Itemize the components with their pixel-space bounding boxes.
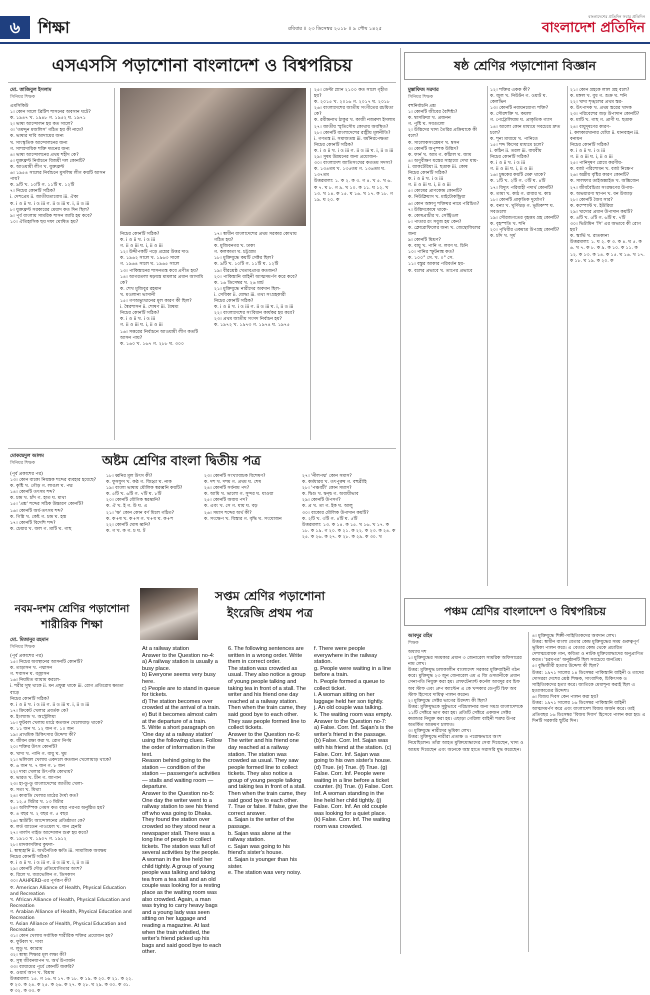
science6-col-2: ১২। শক্তির একক কী? ক. জুল খ. নিউটন গ. ওয়াট ঘ. কেলভিন ১৩। কোনটি নবায়নযোগ্য শক্তি? ক. সৌরশক্তি খ. কয়লা গ. পেট্রোলিয়াম ঘ. প্রাকৃতিক গ্যাস ১৪। আলো কোন মাধ্যমে সবচেয়ে দ্রুত চলে? ক. শূন্য মাধ্যমে খ. পানিতে ১৫। শব্দ কিসের মাধ্যমে চলে? i. কঠিন ii. তরল iii. বায়বীয় নিচের কোনটি সঠিক? ক. i ও ii খ. i ও iii গ. ii ও iii ঘ. i, ii ও iii ১৬। চুম্বকের কয়টি মেরু থাকে? ক. ১টি খ. ২টি গ. ৩টি ঘ. ৪টি ১৭। বিদ্যুৎ পরিবাহী পদার্থ কোনটি? ক. তামা খ. কাঠ গ. রাবার ঘ. কাচ ১৮। কোনটি প্রাকৃতিক দুর্যোগ? ক. বন্যা খ. ঘূর্ণিঝড় গ. ভূমিকম্প ঘ. সবগুলো ১৯। সৌরজগতের বৃহত্তম গ্রহ কোনটি? ক. বৃহস্পতি খ. শনি ২০। পৃথিবীর একমাত্র উপগ্রহ কোনটি? ক. চাঁদ খ. সূর্য bbox=[490, 88, 561, 240]
bangla8-col-4: ২৭। 'নীলপদ্ম' কোন সমাস? ক. কর্মধারয় খ. তৎপুরুষ গ. বহুব্রীহি ২৮। 'পঞ্চবটী' কোন সমাস? ক. দ্বিগু খ. দ্বন্দ্ব গ. অব্যয়ীভাব ২৯। কোনটি উপসর্গ? ক. প্র খ. তা গ. ইক ঘ. আলু ৩০। বাক্যের মৌলিক উপাদান কয়টি? ক. ২টি খ. ৩টি গ. ৪টি ঘ. ৫টি উত্তরমালা: ১৩. ক ১৪. ক ১৫. খ ১৬. খ ১৭. ক ১৮. ক ১৯. গ ২০. ক ২১. ক ২২. ক ২৩. ক ২৪. ক ২৫. ক ২৬. ক ২৭. ক ২৮. ক ২৯. ক ৩০. খ bbox=[302, 474, 396, 540]
col-divider bbox=[114, 88, 115, 440]
brand-tagline: বাংলাদেশের প্রতিদিন সবার প্রতিদিন bbox=[588, 14, 645, 19]
bangla8-title: অষ্টম শ্রেণির বাংলা দ্বিতীয় পত্র bbox=[102, 454, 261, 469]
bgs5-byline-role: শিক্ষক bbox=[408, 641, 419, 646]
ssc-bgs-article bbox=[8, 50, 396, 442]
section-name: শিক্ষা bbox=[38, 18, 70, 37]
science6-col-3: ২১। কোন গ্রহকে লাল গ্রহ বলে? ক. মঙ্গল খ. বুধ গ. শুক্র ঘ. শনি ২২। খাদ্য শৃঙ্খলের প্রথম স্তর- ক. উৎপাদক খ. প্রথম স্তরের খাদক ২৩। পরিবেশের জড় উপাদান কোনটি? ক. মাটি খ. গাছ গ. প্রাণী ঘ. ছত্রাক ২৪। বায়ুদূষণের কারণ- i. কলকারখানার ধোঁয়া ii. যানবাহন iii. বনায়ন নিচের কোনটি সঠিক? ক. i ও ii খ. i ও iii গ. ii ও iii ঘ. i, ii ও iii ২৫। পানিদূষণ রোধে করণীয়- ক. বর্জ্য পরিশোধন খ. বর্জ্য নিক্ষেপ ২৬। অম্লীয় বৃষ্টির কারণ কোনটি? ক. সালফার ডাইঅক্সাইড খ. অক্সিজেন ২৭। জীববৈচিত্র্য সংরক্ষণের উপায়- ক. অভয়ারণ্য স্থাপন খ. বন উজাড় ২৮। কোনটি জৈব সার? ক. কম্পোস্ট খ. ইউরিয়া ২৯। খাদ্যের প্রধান উপাদান কয়টি? ক. ৪টি খ. ৫টি গ. ৬টি ঘ. ৭টি ৩০। ভিটামিন 'সি' এর অভাবে কী রোগ হয়? ক. স্কার্ভি খ. রাতকানা উত্তরমালা: ১. ঘ ২. ক ৩. ক ৪. ঘ ৫. ক ৬. খ ৭. ক ৮. ক ৯. ক ১০. ক ১১. ক ১২. ক ১৩. ক ১৪. ক ১৫. ঘ ১৬. খ ১৭. ক ১৮. ঘ ১৯. ক ২০. ক bbox=[570, 88, 645, 264]
bangla8-byline: মোকছেদুল আলম bbox=[10, 454, 44, 459]
physical-ed-byline: মো. মিজানুর রহমান bbox=[10, 638, 49, 643]
physical-ed-col-1: (পূর্ব প্রকাশের পর) ১৫। নিচের অবস্থানের আসনটি কোনটি? ক. তাড়াসন খ. পদ্মাসন গ. শবাসন ঘ. বজ্রাসন ১৬। নিয়মিত ব্যায়াম করলে- i. শরীর সুস্থ থাকে ii. মন প্রফুল্ল থাকে iii. রোগ প্রতিরোধ ক্ষমতা বাড়ে নিচের কোনটি সঠিক? ক. i ও ii খ. i ও iii গ. ii ও iii ঘ. i, ii ও iii ১৭। ক্রিকেট খেলার প্রবর্তক কে? ক. ইংল্যান্ড খ. অস্ট্রেলিয়া ১৮। ফুটবল খেলায় মাঠে কতজন খেলোয়াড় থাকে? ক. ১১ জন খ. ১২ জন গ. ১০ জন ১৯। প্রাথমিক চিকিৎসার উদ্দেশ্য কী? ক. জীবন রক্ষা করা খ. রোগ নির্ণয় ২০। শক্তির উৎস কোনটি? ক. খাদ্য খ. পানি গ. বায়ু ঘ. ঘুম ২১। ভলিবল খেলায় একদলে কতজন খেলোয়াড় থাকে? ক. ৬ জন খ. ৭ জন গ. ৮ জন ২২। দাবা খেলার উৎপত্তি কোথায়? ক. ভারত খ. চীন গ. জাপান ২৩। হা-ডু-ডু বাংলাদেশের জাতীয় খেলা- ক. সত্য খ. মিথ্যা ২৪। কাবাডি খেলার মাঠের দৈর্ঘ্য কত? ক. ১২.৫ মিটার খ. ১৩ মিটার ২৫। অলিম্পিক গেমস কত বছর পরপর অনুষ্ঠিত হয়? ক. ৪ বছর খ. ২ বছর গ. ৫ বছর ২৬। স্কাউটিং আন্দোলনের প্রতিষ্ঠাতা কে? ক. লর্ড ব্যাডেন পাওয়েল খ. জন হেনরি ২৭। গার্লস গাইড আন্দোলন শুরু হয় কবে? ক. ১৯১০ খ. ১৯০৭ গ. ১৯১২ ২৮। মাদকাসক্তির কুফল- i. স্বাস্থ্যহানি ii. অর্থনৈতিক ক্ষতি iii. সামাজিক অবক্ষয় নিচের কোনটি সঠিক? ক. i ও ii খ. i ও iii গ. ii ও iii ঘ. i, ii ও iii ২৯। কোনটি দৌড় প্রতিযোগিতার অংশ? ক. রিলে খ. জ্যাভেলিন গ. ডিসকাস ৩০। AAHPERD-এর পূর্ণরূপ কী? ক. American Alliance of Health, Physical Education and Recreation খ. African Alliance of Health, Physical Education and Recreation গ. Arabian Alliance of Health, Physical Education and Recreation ঘ. Asian Alliance of Health, Physical Education and Recreation ৩১। কোন খেলায় সর্বাধিক শারীরিক শক্তির প্রয়োজন হয়? ক. ফুটবল খ. দাবা গ. লুডু ঘ. ক্যারাম ৩২। স্বাস্থ্য শিক্ষার মূল লক্ষ্য কী? ক. সুস্থ জীবনযাপন খ. অর্থ উপার্জন ৩৩। ব্যায়ামের পূর্বে কোনটি জরুরি? ক. ওয়ার্ম আপ খ. বিশ্রাম উত্তরমালা: ১৫. গ ১৬. ঘ ১৭. ক ১৮. ক ১৯. ক ২০. ক ২১. ক ২২. ক ২৩. ক ২৪. ক ২৫. ক ২৬. ক ২৭. ক ২৮. ঘ ২৯. ক ৩০. ক ৩১. ক ৩২. ক ৩৩. ক bbox=[10, 654, 133, 995]
ssc-bgs-title: এসএসসি পড়াশোনা বাংলাদেশ ও বিশ্বপরিচয় bbox=[51, 56, 353, 76]
header-rule bbox=[0, 42, 650, 44]
date-line: রবিবার ॥ ২৩ ডিসেম্বর ২০১৮ ॥ ৯ পৌষ ১৪২৫ bbox=[288, 26, 382, 32]
english7-col-2: 6. The following sentences are written in a wrong order. Write them in correct order. The station was crowded as usual. They also notice a group of young people talking and taking tea in front of a stall. The writer and his friend one day reached at a railway station. Then when the train came, they said good bye to each other. They saw people formed line to collect tickets. Answer to the Question no-6: The writer and his friend one day reached at a railway station. The station was crowded as usual. They saw people formed line to collect tickets. They also notice a group of young people talking and taking tea in front of a stall. Then when the train came, they said good bye to each other. 7. True or false. If false, give the correct answer. a. Sajan is the writer of the passage. b. Sajan was alone at the railway station. c. Sajan was going to his friend's sister's house. d. Sajan is younger than his sister. e. The station was very noisy. bbox=[228, 646, 308, 877]
students-photo bbox=[120, 88, 306, 226]
science6-byline-role: সিনিয়র শিক্ষক bbox=[408, 95, 433, 100]
bgs5-col-2: ৪। মুক্তিযুদ্ধে শিল্পী-সাহিত্যিকদের অবদান লেখ। উত্তর: স্বাধীন বাংলা বেতার কেন্দ্র মুক্তিযুদ্ধের সময় গুরুত্বপূর্ণ ভূমিকা পালন করে। এ বেতার কেন্দ্র থেকে প্রচারিত দেশাত্মবোধক গান, কবিতা ও নাটক মুক্তিযোদ্ধাদের অনুপ্রাণিত করত। 'চরমপত্র' অনুষ্ঠানটি ছিল সবচেয়ে জনপ্রিয়। ৫। বুদ্ধিজীবী হত্যার উদ্দেশ্য কী ছিল? উত্তর: ১৯৭১ সালের ১৪ ডিসেম্বর পাকিস্তানি বাহিনী ও তাদের দোসররা দেশের শ্রেষ্ঠ শিক্ষক, সাংবাদিক, চিকিৎসক ও সাহিত্যিকদের হত্যা করে। জাতিকে মেধাশূন্য করাই ছিল এ হত্যাকাণ্ডের উদ্দেশ্য। ৬। বিজয় দিবস কেন পালন করা হয়? উত্তর: ১৯৭১ সালের ১৬ ডিসেম্বর পাকিস্তানি বাহিনী আত্মসমর্পণ করে এবং বাংলাদেশ বিজয় অর্জন করে। তাই প্রতিবছর ১৬ ডিসেম্বর 'বিজয় দিবস' হিসেবে পালন করা হয়। এ দিনটি সরকারি ছুটির দিন। bbox=[532, 634, 646, 725]
ssc-bgs-col-3: ১৭। স্বাধীন বাংলাদেশের প্রথম সরকার কোথায় গঠিত হয়? ক. মুজিবনগর খ. ঢাকা গ. কলকাতা ঘ. চট্টগ্রাম ১৮। মুক্তিযুদ্ধে কয়টি সেক্টর ছিল? ক. ৯টি খ. ১০টি গ. ১১টি ঘ. ১২টি ১৯। বীরশ্রেষ্ঠ খেতাবপ্রাপ্ত কতজন? ২০। পাকিস্তানি বাহিনী আত্মসমর্পণ করে কবে? ক. ১৬ ডিসেম্বর খ. ২৬ মার্চ ২১। মুক্তিযুদ্ধে নারীদের অবদান ছিল- i. সেবিকা ii. যোদ্ধা iii. তথ্য সংগ্রহকারী নিচের কোনটি সঠিক? ক. i ও ii খ. i ও iii গ. ii ও iii ঘ. i, ii ও iii ২২। বাংলাদেশের সংবিধান কার্যকর হয় কবে? ২৩। প্রথম জাতীয় সংসদ নির্বাচন হয়? ক. ১৯৭২ খ. ১৯৭৩ গ. ১৯৭৪ ঘ. ১৯৭৫ bbox=[214, 232, 298, 329]
page-number: ৬ bbox=[9, 18, 21, 37]
physical-ed-title-2: শারীরিক শিক্ষা bbox=[41, 618, 103, 631]
bgs5-col-1: অধ্যায় দশ ১। মুক্তিযুদ্ধের সময়কার প্রধান ৩ জেনারেল সামরিক অফিসারের নাম লেখ। উত্তর: মুক্তিযুদ্ধ চলাকালীন বাংলাদেশ সরকার মুক্তিবাহিনী গঠন করে। মুক্তিযুদ্ধ ২৩ জুন জেনারেল এম এ জি ওসমানীকে প্রধান সেনাপতি নিযুক্ত করা হয়। লেফটেন্যান্ট কর্নেল আবদুর রব চিফ অব স্টাফ এবং গ্রুপ ক্যাপ্টেন এ কে খন্দকার ডেপুটি চিফ অব স্টাফ হিসেবে দায়িত্ব পালন করেন। ২। মুক্তিযুদ্ধে সেক্টর ভাগের উদ্দেশ্য কী ছিল? উত্তর: মুক্তিযুদ্ধকে সুষ্ঠুভাবে পরিচালনার জন্য সমগ্র বাংলাদেশকে ১১টি সেক্টরে ভাগ করা হয়। প্রতিটি সেক্টরে একজন সেক্টর কমান্ডার নিযুক্ত করা হয়। এছাড়া গেরিলা বাহিনী শত্রুর উপর অতর্কিত আক্রমণ চালাত। ৩। মুক্তিযুদ্ধে নারীদের ভূমিকা লেখ। উত্তর: মুক্তিযুদ্ধে নারীরা প্রত্যক্ষ ও পরোক্ষভাবে অংশ নিয়েছিলেন। তাঁরা আহত মুক্তিযোদ্ধাদের সেবা দিয়েছেন, খাদ্য ও আশ্রয় দিয়েছেন এবং অনেকে অস্ত্র হাতে সরাসরি যুদ্ধ করেছেন। bbox=[408, 650, 524, 753]
col-divider bbox=[567, 86, 568, 586]
english7-col-3: f. There were people everywhere in the railway station. g. People were waiting in a line before a train. h. People formed a queue to collect ticket. i. A woman sitting on her luggage held her son tightly. j. An old couple was talking. k. The waiting room was empty. Answer to the Question no-7: a) False. Corr. Inf. Sajan's is the writer's friend in the passage. (b) False. Corr. Inf. Sajan was with his friend at the station. (c) False. Corr. Inf. Sajan was going to his own sister's house. (d) True. (e) True. (f) True. (g) False. Corr. Inf. People were waiting in a line before a ticket counter. (h) True. (i) False. Corr. Inf. A woman standing in the line held her child tightly. (j) False. Corr. Inf. An old couple was looking for a quiet place. (k) False. Corr. Inf. The waiting room was crowded. bbox=[314, 646, 394, 831]
bangla8-byline-role: সিনিয়র শিক্ষক bbox=[10, 461, 35, 466]
english7-title: সপ্তম শ্রেণির পড়াশোনা ইংরেজি প্রথম পত্র bbox=[215, 589, 325, 620]
bgs5-title: পঞ্চম শ্রেণির বাংলাদেশ ও বিশ্বপরিচয় bbox=[444, 605, 606, 618]
english7-col-1: At a railway station Answer to the Question no-4: a) A railway station is usually a busy place. b) Everyone seems very busy here. c) People are to stand in queue for tickets. d) The station becomes over crowded at the arrival of a train. e) But it becomes almost calm at the departure of a train. 5. Write a short paragraph on 'One day at a railway station' using the following clues. Follow the order of information in the text. Reason behind going to the station — condition of the station — passenger's activities — stalls and waiting room — departure. Answer to the Question no-5: One day the writer went to a railway station to see his friend off who was going to Dhaka. They found the station over crowded so they stood near a newspaper stall. There was a long line of people to collect tickets. The station was full of several activities by the people. A woman in the line held her child tightly. A group of young people was talking and taking tea from a tea stall and an old couple was looking for a resting place as the waiting room was also crowded. Again, a man was trying to carry heavy bags and a young lady was seen sitting on her luggage and reading a magazine. At last when the train whistled, the writer's friend picked up his bags and said good bye to each other. bbox=[142, 646, 222, 956]
science6-article bbox=[404, 50, 646, 590]
bangla8-col-1: (পূর্ব প্রকাশের পর) ১৩। কোন বাক্যে নিয়ন্ত্রক শব্দের ব্যবহার হয়েছে? ক. কৃষ্টি খ. গৌড় গ. লাঙল ঘ. পদ্ম ১৪। কোনটি তৎসম শব্দ? ক. চন্দ্র খ. চাঁদ গ. হাত ঘ. মাথা ১৫। 'প্রশ্ন' শব্দের সঠিক উচ্চারণ কোনটি? ১৬। কোনটি অর্ধ-তৎসম শব্দ? ক. গিন্নি খ. কেষ্ট গ. চন্দ্র ঘ. হস্ত ১৭। কোনটি বিদেশি শব্দ? ক. চেয়ার খ. জল গ. মাটি ঘ. গাছ bbox=[10, 472, 97, 532]
bangla8-article bbox=[8, 448, 396, 580]
col-divider bbox=[528, 632, 529, 952]
ssc-bgs-byline: মো. তাজিবুল ইসলাম bbox=[10, 88, 52, 93]
col-divider bbox=[310, 88, 311, 440]
science6-byline: মুস্তাফিজ সরদার bbox=[408, 88, 439, 93]
bangla8-col-2: ১৮। ধ্বনির মূল উৎস কী? ক. ফুসফুস খ. কণ্ঠ গ. জিহ্বা ঘ. নাক ১৯। বাংলা ভাষায় মৌলিক স্বরধ্বনি কয়টি? ক. ৫টি খ. ৬টি গ. ৭টি ঘ. ৮টি ২০। কোনটি যৌগিক স্বরধ্বনি? ক. ঐ খ. ই গ. উ ঘ. এ ২১। 'ক্ষ' কোন কোন বর্ণ মিলে গঠিত? ক. ক+ষ খ. ক+স গ. খ+য ঘ. ক+শ ২২। কোনটি ঘোষ ধ্বনি? ক. গ খ. ক গ. চ ঘ. ট bbox=[106, 474, 183, 534]
page-column-divider bbox=[400, 48, 401, 954]
ssc-bgs-col-1: এমসিকিউ ১। কোন সালে ব্রিটিশ শাসনের অবসান ঘটে? ক. ১৯৪৭ খ. ১৯৪৮ গ. ১৯৫২ ঘ. ১৯৭১ ২। ভাষা আন্দোলন হয় কত সালে? ৩। 'তমদ্দুন মজলিস' গঠিত হয় কী নামে? ক. ভাষার দাবি আদায়ের জন্য খ. সাংস্কৃতিক আন্দোলনের জন্য গ. সাম্প্রদায়িক শক্তি দমনের জন্য ৪। ভাষা আন্দোলনের প্রথম শহীদ কে? ৫। যুক্তফ্রন্ট নির্বাচনে বিজয়ী দল কোনটি? ক. আওয়ামী লীগ খ. যুক্তফ্রন্ট ৬। ১৯৫৪ সালের নির্বাচনে মুসলিম লীগ কয়টি আসন পায়? ক. ৯টি খ. ১০টি গ. ১১টি ঘ. ১২টি ৭। নিচের কোনটি সঠিক? i. দেশপ্রেম ii. জাতীয়তাবোধ iii. ঐক্য ক. i ও ii খ. i ও iii গ. ii ও iii ঘ. i, ii ও iii ৮। যুক্তফ্রন্ট সরকারের মেয়াদ কত দিন ছিল? ৯। পূর্ব বাংলায় সামরিক শাসন জারি হয় কবে? ১০। ঐতিহাসিক ছয় দফা ঘোষিত হয়? bbox=[10, 104, 106, 225]
ssc-bgs-title-rule bbox=[8, 82, 396, 83]
physical-ed-byline-role: সিনিয়র শিক্ষক bbox=[10, 645, 35, 650]
bgs5-byline: আবদুর রহিম bbox=[408, 634, 433, 639]
english7-article bbox=[140, 586, 396, 954]
physical-ed-article bbox=[8, 600, 136, 995]
science6-title: ষষ্ঠ শ্রেণির পড়াশোনা বিজ্ঞান bbox=[453, 58, 596, 73]
col-divider bbox=[487, 86, 488, 586]
ssc-bgs-col-4: ২৫। ডেল্টা প্ল্যান ২১০০ কত সালে গৃহীত হয়? ক. ২০১৫ খ. ২০১৬ গ. ২০১৭ ঘ. ২০১৮ ২৬। বাংলাদেশের জাতীয় সংগীতের রচয়িতা কে? ক. রবীন্দ্রনাথ ঠাকুর খ. কাজী নজরুল ইসলাম ২৭। জাতীয় স্মৃতিসৌধ কোথায় অবস্থিত? ২৮। কোনটি বাংলাদেশের রাষ্ট্রীয় মূলনীতি? i. গণতন্ত্র ii. সমাজতন্ত্র iii. ধর্মনিরপেক্ষতা নিচের কোনটি সঠিক? ক. i ও ii খ. i ও iii গ. ii ও iii ঘ. i, ii ও iii ২৯। সুষম উন্নয়নের জন্য প্রয়োজন- ৩০। বাংলাদেশ জাতিসংঘের কততম সদস্য? ক. ১৩৪তম খ. ১৩৫তম গ. ১৩৬তম ঘ. ১৩৭তম উত্তরমালা: ১. ক ২. ক ৩. গ ৪. খ ৫. খ ৬. ক ৭. ঘ ৮. গ ৯. খ ১০. ক ১১. ঘ ১২. খ ১৩. খ ১৪. ক ১৫. ঘ ১৬. খ ১৭. ক ১৮. গ ১৯. ঘ ২০. ক bbox=[314, 88, 396, 203]
bgs5-article bbox=[404, 596, 646, 954]
bangla8-col-3: ২৩। কোনটি সংখ্যাবাচক বিশেষণ? ক. দশ খ. দশম গ. প্রথম ঘ. শেষ ২৪। কোনটি সর্বনাম পদ? ক. আমি খ. ভালো গ. সুন্দর ঘ. যাওয়া ২৫। কোনটি অব্যয় পদ? ক. এবং খ. সে গ. যায় ঘ. বড় ২৬। সমাস শব্দের অর্থ কী? ক. সংক্ষেপ খ. বিস্তার গ. বৃদ্ধি ঘ. সংযোজন bbox=[204, 474, 282, 522]
ssc-bgs-col-2: নিচের কোনটি সঠিক? ক. i ও ii খ. i ও iii গ. ii ও iii ঘ. i, ii ও iii ১২। উদ্দীপকটি পড়ে প্রশ্নের উত্তর দাও ক. ১৯৬২ সালে খ. ১৯৬৩ সালে গ. ১৯৬৪ সালে ঘ. ১৯৬৫ সালে ১৩। পাকিস্তানের শাসনতন্ত্র কবে প্রণীত হয়? ১৪। আগরতলা ষড়যন্ত্র মামলার প্রধান আসামি কে? ক. শেখ মুজিবুর রহমান খ. মওলানা ভাসানী ১৫। গণঅভ্যুত্থানের মূল কারণ কী ছিল? i. স্বৈরশাসন ii. শোষণ iii. বৈষম্য নিচের কোনটি সঠিক? ক. i ও ii খ. i ও iii গ. ii ও iii ঘ. i, ii ও iii ১৬। সত্তরের নির্বাচনে আওয়ামী লীগ কতটি আসন পায়? ক. ১৬০ খ. ১৬৭ গ. ২৮৮ ঘ. ৩০০ bbox=[120, 232, 204, 347]
railway-photo bbox=[140, 588, 198, 640]
physical-ed-title-1: নবম-দশম শ্রেণির পড়াশোনা bbox=[14, 603, 130, 615]
section-rule bbox=[8, 448, 396, 449]
science6-col-1: বহুনির্বাচনি প্রশ্ন ১। কোনটি জীবের বৈশিষ্ট্য? ক. শ্বাসক্রিয়া খ. প্রজনন গ. পুষ্টি ঘ. সবগুলো ২। উদ্ভিদের খাদ্য তৈরির প্রক্রিয়াকে কী বলে? ক. সালোকসংশ্লেষণ খ. শ্বসন ৩। কোনটি অপুষ্পক উদ্ভিদ? ক. ফার্ন খ. আম গ. কাঁঠাল ঘ. জাম ৪। অণুবীক্ষণ যন্ত্রের সাহায্যে দেখা যায়- i. ব্যাকটেরিয়া ii. ছত্রাক iii. কোষ নিচের কোনটি সঠিক? ক. i ও ii খ. i ও iii গ. ii ও iii ঘ. i, ii ও iii ৫। কোষের প্রাণকেন্দ্র কোনটি? ক. নিউক্লিয়াস খ. মাইটোকন্ড্রিয়া ৬। কোন অঙ্গাণু শক্তিঘর নামে পরিচিত? ৭। উদ্ভিদকোষে থাকে- ক. কোষপ্রাচীর খ. সেন্ট্রিওল ৮। পাতার রং সবুজ হয় কেন? ক. ক্লোরোফিলের জন্য খ. জেন্থোফিলের জন্য ৯। কোনটি মিশ্রণ? ক. বায়ু খ. পানি গ. লবণ ঘ. চিনি ১০। পানির স্ফুটনাঙ্ক কত? ক. ১০০° সে. খ. ০° সে. ১১। বস্তুর আকার পরিবর্তন হয়- ক. বলের প্রভাবে খ. তাপের প্রভাবে bbox=[408, 104, 481, 274]
brand-logo: বাংলাদেশ প্রতিদিন bbox=[541, 20, 645, 36]
page-header bbox=[0, 14, 650, 40]
ssc-bgs-byline-role: সিনিয়র শিক্ষক bbox=[10, 95, 35, 100]
